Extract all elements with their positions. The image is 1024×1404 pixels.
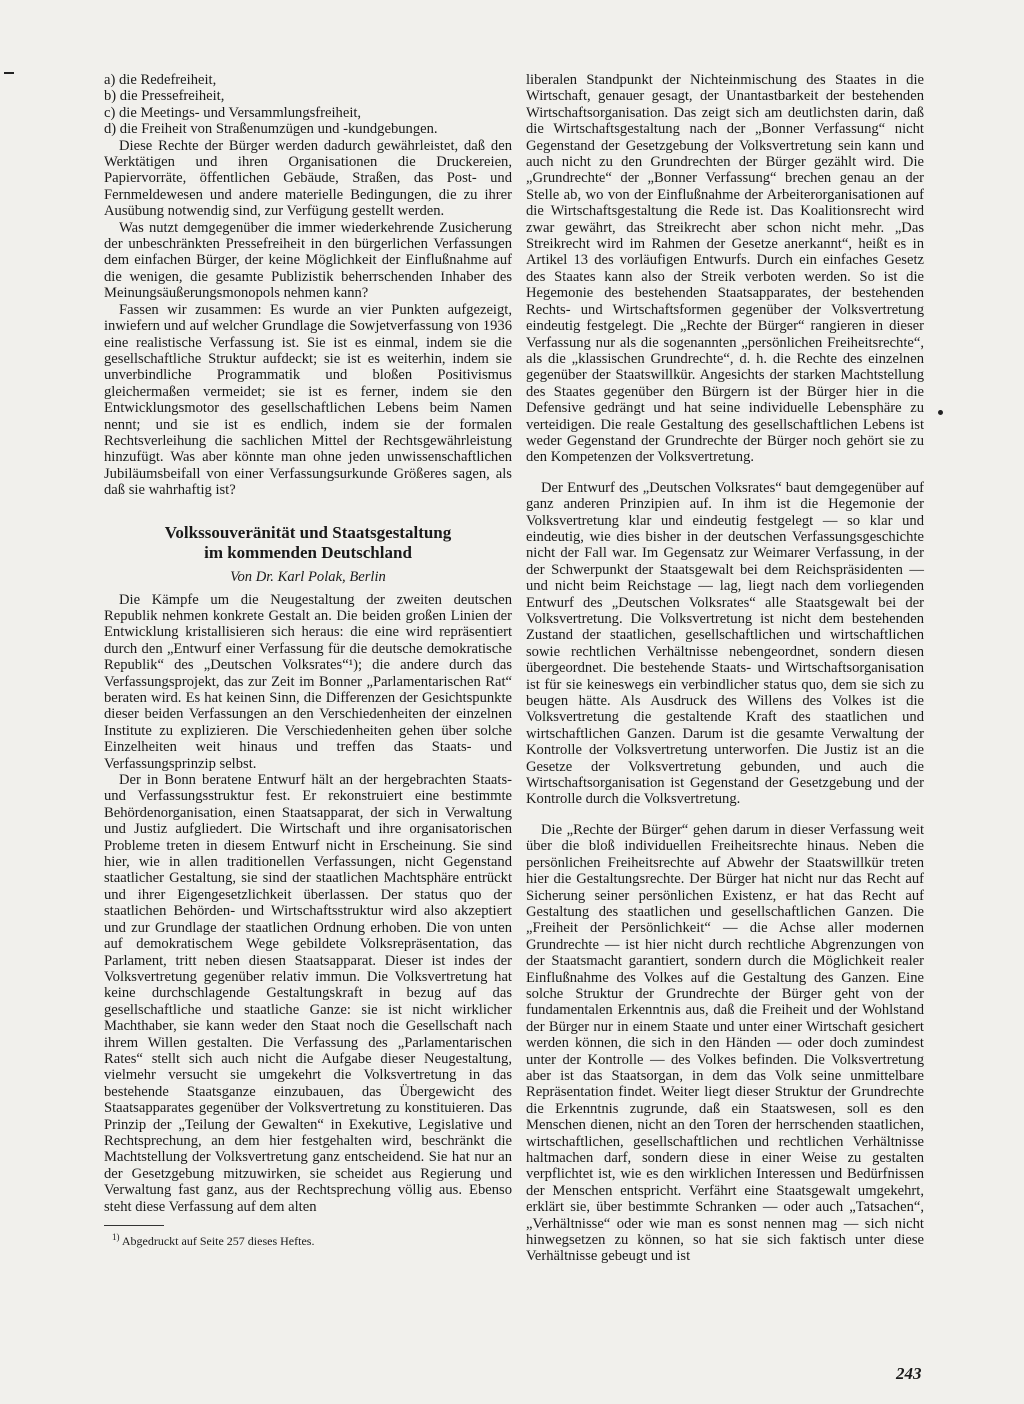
list-item: c) die Meetings- und Versammlungsfreiheit, xyxy=(104,104,362,121)
article-heading xyxy=(104,523,512,563)
paragraph: Der Entwurf des „Deutschen Volksrates“ baut demgegenüber auf ganz anderen Prinzipien auf. In ihm ist die Hegemonie der Volksvertretung klar und eindeutig festgelegt — so klar und eindeutig, wie dies bisher in der deutschen Verfassungsgeschichte nicht der Fall war. Im Gegensatz zur Weimarer Verfassung, in der der Schwerpunkt der Staatsgewalt bei dem Reichspräsidenten — und nicht beim Reichstage — lag, liegt nach dem vorliegenden Entwurf des „Deutschen Volksrates“ alle Staatsgewalt bei der Volksvertretung. Die Volksvertretung ist nicht dem bestehenden Zustand der staatlichen, gesellschaftlichen und wirtschaftlichen sowie rechtlichen Verhältnisse nebengeordnet, sondern diesen übergeordnet. Die bestehende Staats- und Wirtschaftsorganisation ist für sie keineswegs ein verbindlicher status quo, dem sie sich zu beugen hätte. Als Ausdruck des Willens des Volkes ist die Volksvertretung die gestaltende Kraft des staatlichen und wirtschaftlichen Ganzen. Darum ist die gesamte Verwaltung der Kontrolle der Volksvertretung unterworfen. Die Justiz ist an die Gesetze der Volksvertretung gebunden, und auch die Wirtschaftsorganisation ist Gegenstand der Gesetzgebung und der Kontrolle durch die Volksvertretung. xyxy=(526,479,924,808)
paragraph: Fassen wir zusammen: Es wurde an vier Punkten aufgezeigt, inwiefern und auf welcher Grundlage die Sowjetverfassung von 1936 eine realistische Verfassung ist. Sie ist es einmal, indem sie die gesellschaftliche Struktur aufdeckt; sie ist es weiterhin, indem sie unverbindliche Programmatik und bloßen Positivismus gleichermaßen vermeidet; sie ist es ferner, indem sie den Entwicklungsmotor des gesellschaftlichen Lebens beim Namen nennt; und sie ist es endlich, indem sie der formalen Rechtsverleihung die sachlichen Mittel der Rechtsgewährleistung hinzufügt. Was aber könnte man ohne jeden unwissenschaftlichen Jubiläumsbeifall von einer Verfassungsurkunde Größeres sagen, als daß sie wahrhaftig ist? xyxy=(104,301,512,499)
list-item: d) die Freiheit von Straßenumzügen und -kundgebungen. xyxy=(104,121,438,138)
paragraph: Die Kämpfe um die Neugestaltung der zweiten deutschen Republik nehmen konkrete Gestalt an. Die beiden großen Linien der Entwicklung kristallisieren sich heraus: die eine wird repräsentiert durch den „Entwurf einer Verfassung für die deutsche demokratische Republik“ des „Deutschen Volksrates“¹); die andere durch das Verfassungsprojekt, das zur Zeit im Bonner „Parlamentarischen Rat“ beraten wird. Es hat keinen Sinn, die Differenzen der Gesichtspunkte dieser beiden Verfassungen an den Verschiedenheiten der einzelnen Institute zu explizieren. Die Verschiedenheiten gehen über solche Einzelheiten weit hinaus und treffen das Staats- und Verfassungsprinzip selbst. xyxy=(104,591,512,772)
left-column xyxy=(104,72,512,1248)
footnote xyxy=(104,1230,512,1248)
footnote-rule xyxy=(104,1225,164,1226)
list-item: a) die Redefreiheit, xyxy=(104,72,217,88)
margin-mark xyxy=(4,72,14,74)
right-column xyxy=(526,72,924,1265)
footnote-text: Abgedruckt auf Seite 257 dieses Heftes. xyxy=(121,1234,315,1248)
paragraph: Diese Rechte der Bürger werden dadurch gewährleistet, daß den Werktätigen und ihren Organisationen die Druckereien, Papiervorräte, öffentlichen Gebäude, Straßen, das Post- und Fernmeldewesen und andere materielle Bedingungen, die zu ihrer Ausübung notwendig sind, zur Verfügung gestellt werden. xyxy=(104,137,512,220)
page-number: 243 xyxy=(896,1364,922,1383)
heading-line: Volkssouveränität und Staatsgestaltung xyxy=(164,522,452,542)
byline: Von Dr. Karl Polak, Berlin xyxy=(230,568,386,585)
paragraph: liberalen Standpunkt der Nichteinmischung des Staates in die Wirtschaft, genauer gesagt, der Unantastbarkeit der bestehenden Wirtschaftsorganisation. Das zeigt sich am deutlichsten darin, daß die Wirtschaftsgestaltung nach der „Bonner Verfassung“ nicht Gegenstand der Gesetzgebung der Volksvertretung sein kann und auch nicht zu den Grundrechten der Bürger gezählt wird. Die „Grundrechte“ der „Bonner Verfassung“ brechen genau an der Stelle ab, wo von der Einflußnahme der Arbeiterorganisationen auf die Wirtschaftsgestaltung die Rede ist. Das Koalitionsrecht wird zwar gewährt, das Streikrecht aber schon nicht mehr. „Das Streikrecht wird im Rahmen der Gesetze anerkannt“, heißt es in Artikel 13 des vorläufigen Entwurfs. Durch ein einfaches Gesetz des Staates kann also der Streik verboten werden. So ist die Hegemonie des bestehenden Staatsapparates, der bestehenden Rechts- und Wirtschaftsformen gegenüber der Volksvertretung eindeutig festgelegt. Die „Rechte der Bürger“ rangieren in dieser Verfassung nur als die sogenannten „persönlichen Freiheitsrechte“, als die „klassischen Grundrechte“, d. h. die Rechte des einzelnen gegenüber der Staatswillkür. Angesichts der starken Machtstellung des Staates gegenüber den Bürgern ist der Bürger hier in die Defensive gedrängt und hat seine individuelle Lebensphäre zu verteidigen. Die reale Gestaltung des gesellschaftlichen Lebens ist weder Gegenstand der Grundrechte der Bürger noch gehört sie zu den Kompetenzen der Volksvertretung. xyxy=(526,72,924,466)
paragraph: Was nutzt demgegenüber die immer wiederkehrende Zusicherung der unbeschränkten Pressefreiheit in den bürgerlichen Verfassungen dem einfachen Bürger, der keine Möglichkeit der Einflußnahme auf die wenigen, die gesamte Publizistik beherrschenden Inhaber des Meinungsäußerungsmonopols nehmen kann? xyxy=(104,219,512,302)
heading-line: im kommenden Deutschland xyxy=(204,542,412,562)
list-item: b) die Pressefreiheit, xyxy=(104,88,225,105)
paragraph: Die „Rechte der Bürger“ gehen darum in dieser Verfassung weit über die bloß individuellen Freiheitsrechte hinaus. Neben die persönlichen Freiheitsrechte auf Abwehr der Staatswillkür treten hier die Gestaltungsrechte. Der Bürger hat nicht nur das Recht auf Sicherung seiner persönlichen Existenz, er hat das Recht auf Gestaltung des staatlichen und gesellschaftlichen Ganzen. Die „Freiheit der Persönlichkeit“ — die Achse aller modernen Grundrechte — ist hier nicht durch rechtliche Abgrenzungen von der Staatsmacht garantiert, sondern durch die Möglichkeit realer Einflußnahme des Volkes auf die Gestaltung des Ganzen. Eine solche Struktur der Grundrechte der Bürger geht von der fundamentalen Erkenntnis aus, daß die Freiheit und der Wohlstand der Bürger nur in einem Staate und unter einer Wirtschaft gesichert werden können, die sich in den Händen — oder doch zumindest unter der Kontrolle — des Volkes befinden. Die Volksvertretung aber ist das Staatsorgan, in dem das Volk seine unmittelbare Repräsentation findet. Weiter liegt dieser Struktur der Grundrechte die Erkenntnis zugrunde, daß ein Staatswesen, soll es den Menschen dienen, nicht an den Toren der herrschenden staatlichen, wirtschaftlichen, gesellschaftlichen und rechtlichen Verhältnisse haltmachen darf, sondern diese in einer Weise zu gestalten verpflichtet ist, wie es den wirklichen Interessen und Bedürfnissen der Menschen entspricht. Verfährt eine Staatsgewalt umgekehrt, erklärt sie, über bestimmte Schranken — oder auch „Tatsachen“, „Verhältnisse“ oder wie man es sonst nennen mag — sich nicht hinwegsetzen zu können, so hat sie sich faktisch unter diese Verhältnisse gebeugt und ist xyxy=(526,821,924,1265)
footnote-mark: 1) xyxy=(112,1232,120,1242)
rights-list xyxy=(104,72,512,138)
paragraph: Der in Bonn beratene Entwurf hält an der hergebrachten Staats- und Verfassungsstruktur fest. Er rekonstruiert eine bestimmte Behördenorganisation, einen Staatsapparat, der sich in Verwaltung und Justiz aufgliedert. Die Wirtschaft und ihre organisatorischen Probleme treten in diesem Entwurf nicht in Erscheinung. Sie sind hier, wie in allen traditionellen Verfassungen, nicht Gegenstand staatlicher Gestaltung, sie sind der staatlichen Machtsphäre entrückt und ihrer Eigengesetzlichkeit überlassen. Der status quo der staatlichen Behörden- und Wirtschaftsstruktur wird also akzeptiert und zur Grundlage der staatlichen Ordnung erhoben. Die von unten auf demokratischem Wege gebildete Volksrepräsentation, das Parlament, tritt neben diesen Staatsapparat. Dieser ist indes der Volksvertretung gegenüber relativ immun. Die Volksvertretung hat keine durchschlagende Gestaltungskraft in bezug auf das gesellschaftliche und staatliche Ganze: sie ist nicht wirklicher Machthaber, sie kann weder den Staat noch die Gesellschaft nach ihrem Willen gestalten. Die Verfassung des „Parlamentarischen Rates“ stellt sich auch nicht die Aufgabe dieser Neugestaltung, vielmehr versucht sie umgekehrt die Volksvertretung in das bestehende Staatsganze einzubauen, das Übergewicht des Staatsapparates gegenüber der Volksvertretung zu konstituieren. Das Prinzip der „Teilung der Gewalten“ in Exekutive, Legislative und Rechtsprechung, an dem hier festgehalten wird, beschränkt die Machtstellung der Volksvertretung ganz entscheidend. Sie hat nur an der Gesetzgebung mitzuwirken, sie scheidet aus Regierung und Verwaltung fast ganz, aus der Rechtsprechung völlig aus. Ebenso steht diese Verfassung auf dem alten xyxy=(104,772,512,1215)
margin-dot xyxy=(938,410,943,415)
